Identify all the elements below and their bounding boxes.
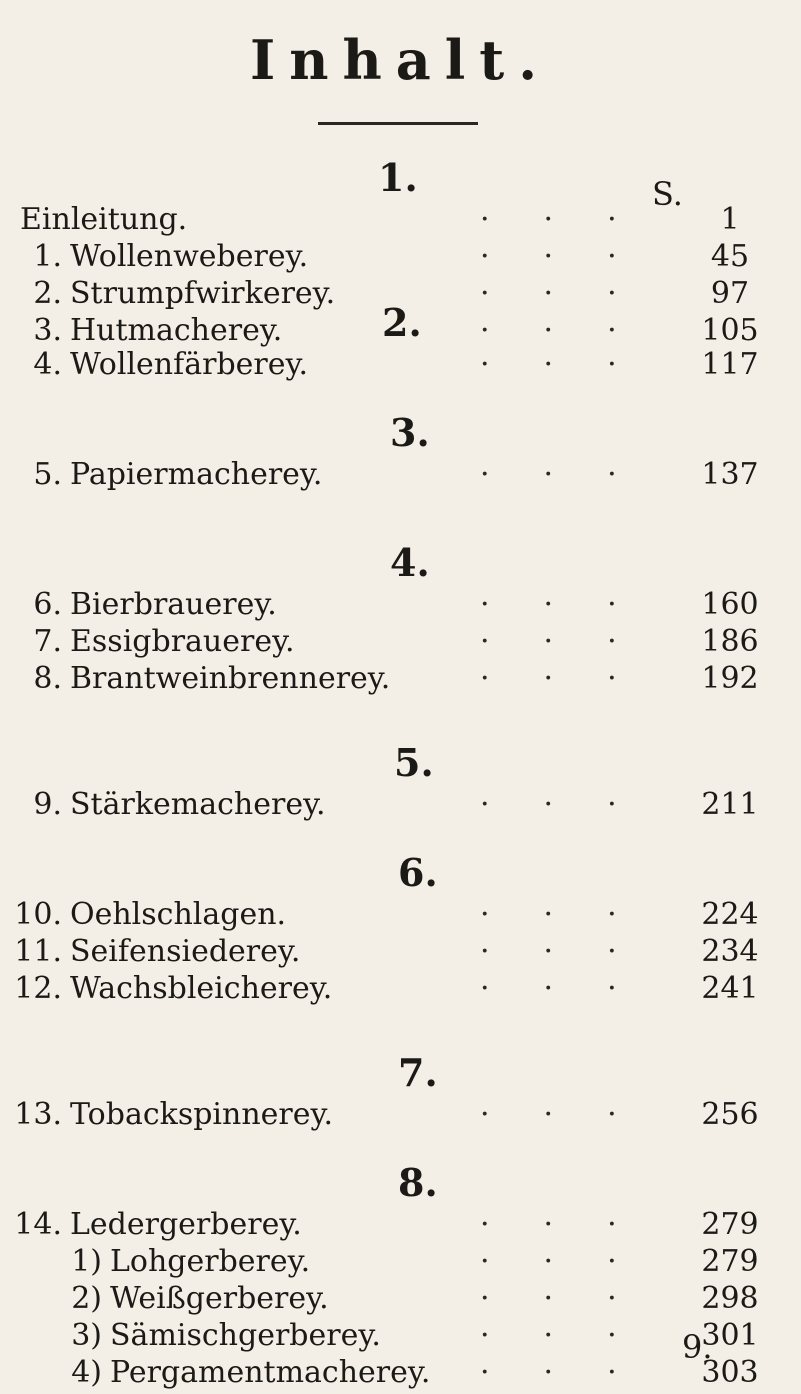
toc-entry: [0, 895, 801, 935]
leader-dots: ···: [480, 661, 671, 696]
entry-page-number: 298: [701, 1281, 759, 1316]
entry-number: 11.: [14, 934, 62, 969]
entry-page-number: 137: [701, 457, 759, 492]
entry-page-number: 186: [701, 624, 759, 659]
entry-number: 5.: [33, 457, 62, 492]
entry-page-number: 105: [701, 313, 759, 348]
leader-dots: ···: [480, 276, 671, 311]
toc-entry: [0, 1242, 801, 1282]
entry-number: 3): [71, 1318, 102, 1353]
entry-title: Wollenweberey.: [70, 239, 309, 274]
entry-title: Bierbrauerey.: [70, 587, 277, 622]
entry-title: Strumpfwirkerey.: [70, 276, 336, 311]
entry-title: Ledergerberey.: [70, 1207, 302, 1242]
entry-page-number: 234: [701, 934, 759, 969]
entry-title: Oehlschlagen.: [70, 897, 287, 932]
entry-title: Wollenfärberey.: [70, 347, 309, 382]
leader-dots: ···: [480, 624, 671, 659]
toc-entry: [0, 1279, 801, 1319]
entry-title: Weißgerberey.: [110, 1281, 329, 1316]
toc-entry: [0, 237, 801, 277]
toc-entry: [0, 345, 801, 385]
toc-entry: [0, 200, 801, 240]
leader-dots: ···: [480, 347, 671, 382]
toc-entry: [0, 455, 801, 495]
toc-entry: [0, 622, 801, 662]
toc-entry: [0, 585, 801, 625]
entry-number: 4): [71, 1355, 102, 1390]
entry-page-number: 301: [701, 1318, 759, 1353]
entry-page-number: 279: [701, 1207, 759, 1242]
toc-entry: [0, 932, 801, 972]
entry-title: Seifensiederey.: [70, 934, 301, 969]
entry-number: 6.: [33, 587, 62, 622]
title-rule: [318, 122, 478, 125]
section-heading: 8.: [398, 1160, 438, 1205]
leader-dots: ···: [480, 1244, 671, 1279]
entry-title: Wachsbleicherey.: [70, 971, 333, 1006]
leader-dots: ···: [480, 239, 671, 274]
entry-title: Sämischgerberey.: [110, 1318, 381, 1353]
entry-number: 4.: [33, 347, 62, 382]
leader-dots: ···: [480, 934, 671, 969]
entry-number: 2): [71, 1281, 102, 1316]
leader-dots: ···: [480, 457, 671, 492]
leader-dots: ···: [480, 1281, 671, 1316]
entry-number: 3.: [33, 313, 62, 348]
entry-number: 13.: [14, 1097, 62, 1132]
toc-entry: [0, 1095, 801, 1135]
leader-dots: ···: [480, 787, 671, 822]
leader-dots: ···: [480, 971, 671, 1006]
toc-entry: [0, 1353, 801, 1393]
toc-entry: [0, 1316, 801, 1356]
entry-number: 12.: [14, 971, 62, 1006]
entry-page-number: 160: [701, 587, 759, 622]
entry-title: Hutmacherey.: [70, 313, 283, 348]
leader-dots: ···: [480, 313, 671, 348]
entry-number: 9.: [33, 787, 62, 822]
entry-title: Pergamentmacherey.: [110, 1355, 431, 1390]
entry-page-number: 224: [701, 897, 759, 932]
entry-page-number: 117: [701, 347, 759, 382]
section-heading: 5.: [394, 740, 434, 785]
page-title: Inhalt.: [249, 28, 552, 92]
section-heading: 2.: [382, 300, 422, 345]
entry-number: 8.: [33, 661, 62, 696]
section-heading: 4.: [390, 540, 430, 585]
entry-page-number: 303: [701, 1355, 759, 1390]
entry-number: 1.: [33, 239, 62, 274]
entry-page-number: 279: [701, 1244, 759, 1279]
entry-title: Brantweinbrennerey.: [70, 661, 391, 696]
leader-dots: ···: [480, 897, 671, 932]
leader-dots: ···: [480, 1355, 671, 1390]
toc-entry: [0, 1205, 801, 1245]
entry-title: Lohgerberey.: [110, 1244, 311, 1279]
entry-title: Papiermacherey.: [70, 457, 323, 492]
entry-number: 1): [71, 1244, 102, 1279]
entry-number: 2.: [33, 276, 62, 311]
entry-title: Essigbrauerey.: [70, 624, 295, 659]
entry-page-number: 97: [710, 276, 750, 311]
section-heading: 1.: [378, 155, 418, 200]
section-heading: 6.: [398, 850, 438, 895]
entry-number: 10.: [14, 897, 62, 932]
entry-page-number: 211: [701, 787, 759, 822]
entry-page-number: 192: [701, 661, 759, 696]
page-prefix: S.: [652, 175, 683, 213]
entry-number: 14.: [14, 1207, 62, 1242]
section-heading: 7.: [398, 1050, 438, 1095]
entry-page-number: 241: [701, 971, 759, 1006]
leader-dots: ···: [480, 202, 671, 237]
entry-page-number: 256: [701, 1097, 759, 1132]
toc-entry: [0, 785, 801, 825]
leader-dots: ···: [480, 1207, 671, 1242]
leader-dots: ···: [480, 1097, 671, 1132]
leader-dots: ···: [480, 1318, 671, 1353]
entry-title: Stärkemacherey.: [70, 787, 326, 822]
section-heading: 3.: [390, 410, 430, 455]
entry-number: 7.: [33, 624, 62, 659]
toc-entry: [0, 969, 801, 1009]
toc-entry: [0, 659, 801, 699]
entry-title: Tobackspinnerey.: [70, 1097, 333, 1132]
leader-dots: ···: [480, 587, 671, 622]
entry-title: Einleitung.: [20, 202, 188, 237]
entry-page-number: 1: [720, 202, 740, 237]
entry-page-number: 45: [710, 239, 750, 274]
catchword: 9.: [682, 1328, 713, 1366]
